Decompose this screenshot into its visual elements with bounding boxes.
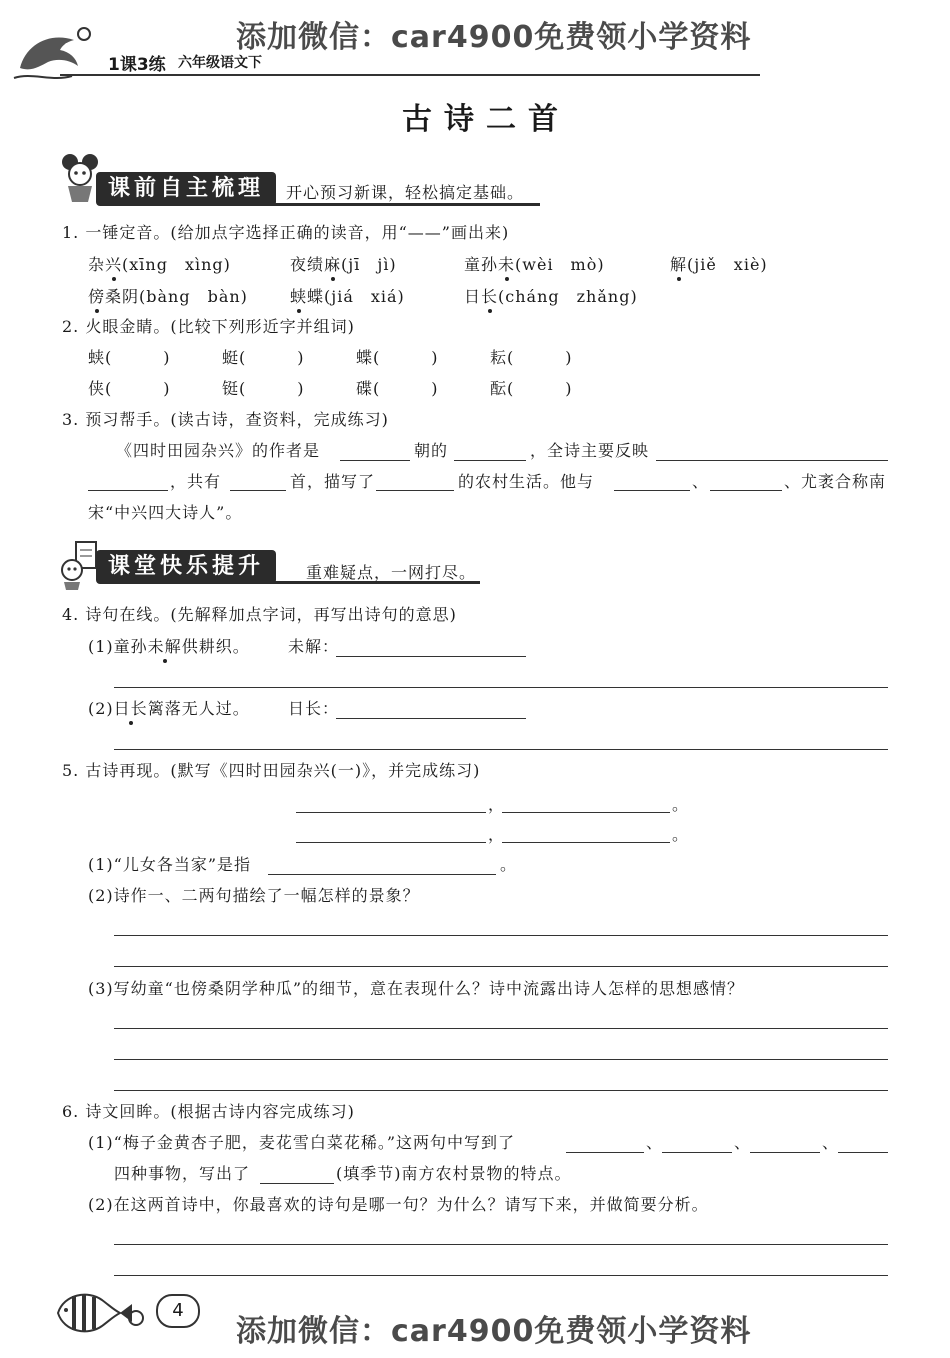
q3-blank[interactable]: [614, 490, 690, 491]
q1-item: 解(jiě xiè): [670, 252, 768, 275]
q4-sentence-1: (1)童孙未解供耕织。: [88, 634, 250, 657]
q1-item: 日长(cháng zhǎng): [464, 284, 638, 307]
q3-text: 的农村生活。他与: [458, 472, 595, 491]
q4-label: 未解：: [288, 637, 340, 656]
q6-blank[interactable]: [750, 1152, 820, 1153]
q3-text: 、: [692, 472, 710, 491]
q5-sub-1: (1)“儿女各当家”是指: [88, 855, 252, 874]
q2-blank[interactable]: 碟( ): [356, 379, 439, 398]
grade-label: 六年级语文下: [178, 55, 262, 71]
q6-blank[interactable]: [838, 1152, 888, 1153]
q6-sub-1: (1)“梅子金黄杏子肥，麦花雪白菜花稀。”这两句中写到了: [88, 1133, 516, 1152]
poem-blank[interactable]: [502, 842, 670, 843]
poem-comma: ，: [488, 795, 506, 814]
answer-line[interactable]: [114, 749, 888, 750]
answer-line[interactable]: [114, 1244, 888, 1245]
q2-heading: 2. 火眼金睛。(比较下列形近字并组词): [62, 317, 355, 336]
q5-period: 。: [500, 855, 518, 874]
bubble-icon: [128, 1310, 144, 1326]
q2-blank[interactable]: 蜓( ): [222, 348, 305, 367]
q6-text: 四种事物，写出了: [114, 1164, 251, 1183]
q1-item: 傍桑阴(bàng bàn): [88, 284, 248, 307]
q1-item: 童孙未(wèi mò): [464, 252, 605, 275]
q4-heading: 4. 诗句在线。(先解释加点字词，再写出诗句的意思): [62, 605, 457, 624]
page-number: 4: [156, 1294, 200, 1328]
q1-item: 夜绩麻(jī jì): [290, 252, 397, 275]
page-title: 古诗二首: [402, 102, 570, 137]
q3-text: ，共有: [170, 472, 222, 491]
q2-blank[interactable]: 铤( ): [222, 379, 305, 398]
q6-sep: 、: [646, 1133, 664, 1152]
answer-line[interactable]: [114, 1028, 888, 1029]
q5-sub-3: (3)写幼童“也傍桑阴学种瓜”的细节，意在表现什么？诗中流露出诗人怎样的思想感情？: [88, 979, 745, 998]
q3-blank[interactable]: [656, 460, 888, 461]
answer-line[interactable]: [114, 1059, 888, 1060]
q6-sep: 、: [822, 1133, 840, 1152]
section2-badge: 课堂快乐提升: [96, 550, 276, 584]
poem-blank[interactable]: [296, 842, 486, 843]
q6-sep: 、: [734, 1133, 752, 1152]
q3-text: 、尤袤合称南: [784, 472, 887, 491]
poem-comma: ，: [488, 825, 506, 844]
q5-sub-2: (2)诗作一、二两句描绘了一幅怎样的景象？: [88, 886, 420, 905]
lesson-label: 1课3练: [108, 55, 166, 75]
q6-blank[interactable]: [566, 1152, 644, 1153]
poem-blank[interactable]: [502, 812, 670, 813]
q6-text: (填季节)南方农村景物的特点。: [336, 1164, 572, 1183]
answer-line[interactable]: [114, 1090, 888, 1091]
poem-period: 。: [672, 825, 690, 844]
q1-item: 杂兴(xīng xìng): [88, 252, 231, 275]
q6-blank[interactable]: [260, 1183, 334, 1184]
q3-text: 朝的: [414, 441, 449, 460]
q4-sentence-2: (2)日长篱落无人过。: [88, 696, 250, 719]
q4-label: 日长：: [288, 699, 340, 718]
q1-item: 蛱蝶(jiá xiá): [290, 284, 405, 307]
q3-heading: 3. 预习帮手。(读古诗，查资料，完成练习): [62, 410, 389, 429]
q1-heading: 1. 一锤定音。(给加点字选择正确的读音，用“——”画出来): [62, 223, 510, 242]
q6-heading: 6. 诗文回眸。(根据古诗内容完成练习): [62, 1102, 355, 1121]
answer-line[interactable]: [114, 1275, 888, 1276]
q3-text: 宋“中兴四大诗人”。: [88, 503, 243, 522]
q3-text: ，全诗主要反映: [530, 441, 650, 460]
q2-blank[interactable]: 蛱( ): [88, 348, 171, 367]
q6-blank[interactable]: [662, 1152, 732, 1153]
q4-blank[interactable]: [336, 656, 526, 657]
answer-line[interactable]: [114, 935, 888, 936]
q5-heading: 5. 古诗再现。(默写《四时田园杂兴(一)》，并完成练习): [62, 761, 481, 780]
answer-line[interactable]: [114, 687, 888, 688]
watermark-top: 添加微信：car4900免费领小学资料: [236, 20, 752, 55]
watermark-bottom: 添加微信：car4900免费领小学资料: [236, 1314, 752, 1349]
q3-text: 首，描写了: [290, 472, 376, 491]
q5-blank[interactable]: [268, 874, 496, 875]
answer-line[interactable]: [114, 966, 888, 967]
q3-blank[interactable]: [340, 460, 410, 461]
q3-text: 《四时田园杂兴》的作者是: [116, 441, 321, 460]
section1-slogan: 开心预习新课，轻松搞定基础。: [286, 183, 525, 202]
q3-blank[interactable]: [88, 490, 168, 491]
q3-blank[interactable]: [710, 490, 782, 491]
q2-blank[interactable]: 耘( ): [490, 348, 573, 367]
section1-badge: 课前自主梳理: [96, 172, 276, 206]
section1-underline: [100, 203, 540, 206]
section2-slogan: 重难疑点，一网打尽。: [306, 563, 477, 582]
fish-icon: [54, 1288, 134, 1338]
q6-sub-2: (2)在这两首诗中，你最喜欢的诗句是哪一句？为什么？请写下来，并做简要分析。: [88, 1195, 709, 1214]
q2-blank[interactable]: 蝶( ): [356, 348, 439, 367]
q4-blank[interactable]: [336, 718, 526, 719]
q3-blank[interactable]: [376, 490, 454, 491]
q3-blank[interactable]: [230, 490, 286, 491]
poem-blank[interactable]: [296, 812, 486, 813]
q2-blank[interactable]: 酝( ): [490, 379, 573, 398]
q2-blank[interactable]: 侠( ): [88, 379, 171, 398]
poem-period: 。: [672, 795, 690, 814]
q3-blank[interactable]: [454, 460, 526, 461]
